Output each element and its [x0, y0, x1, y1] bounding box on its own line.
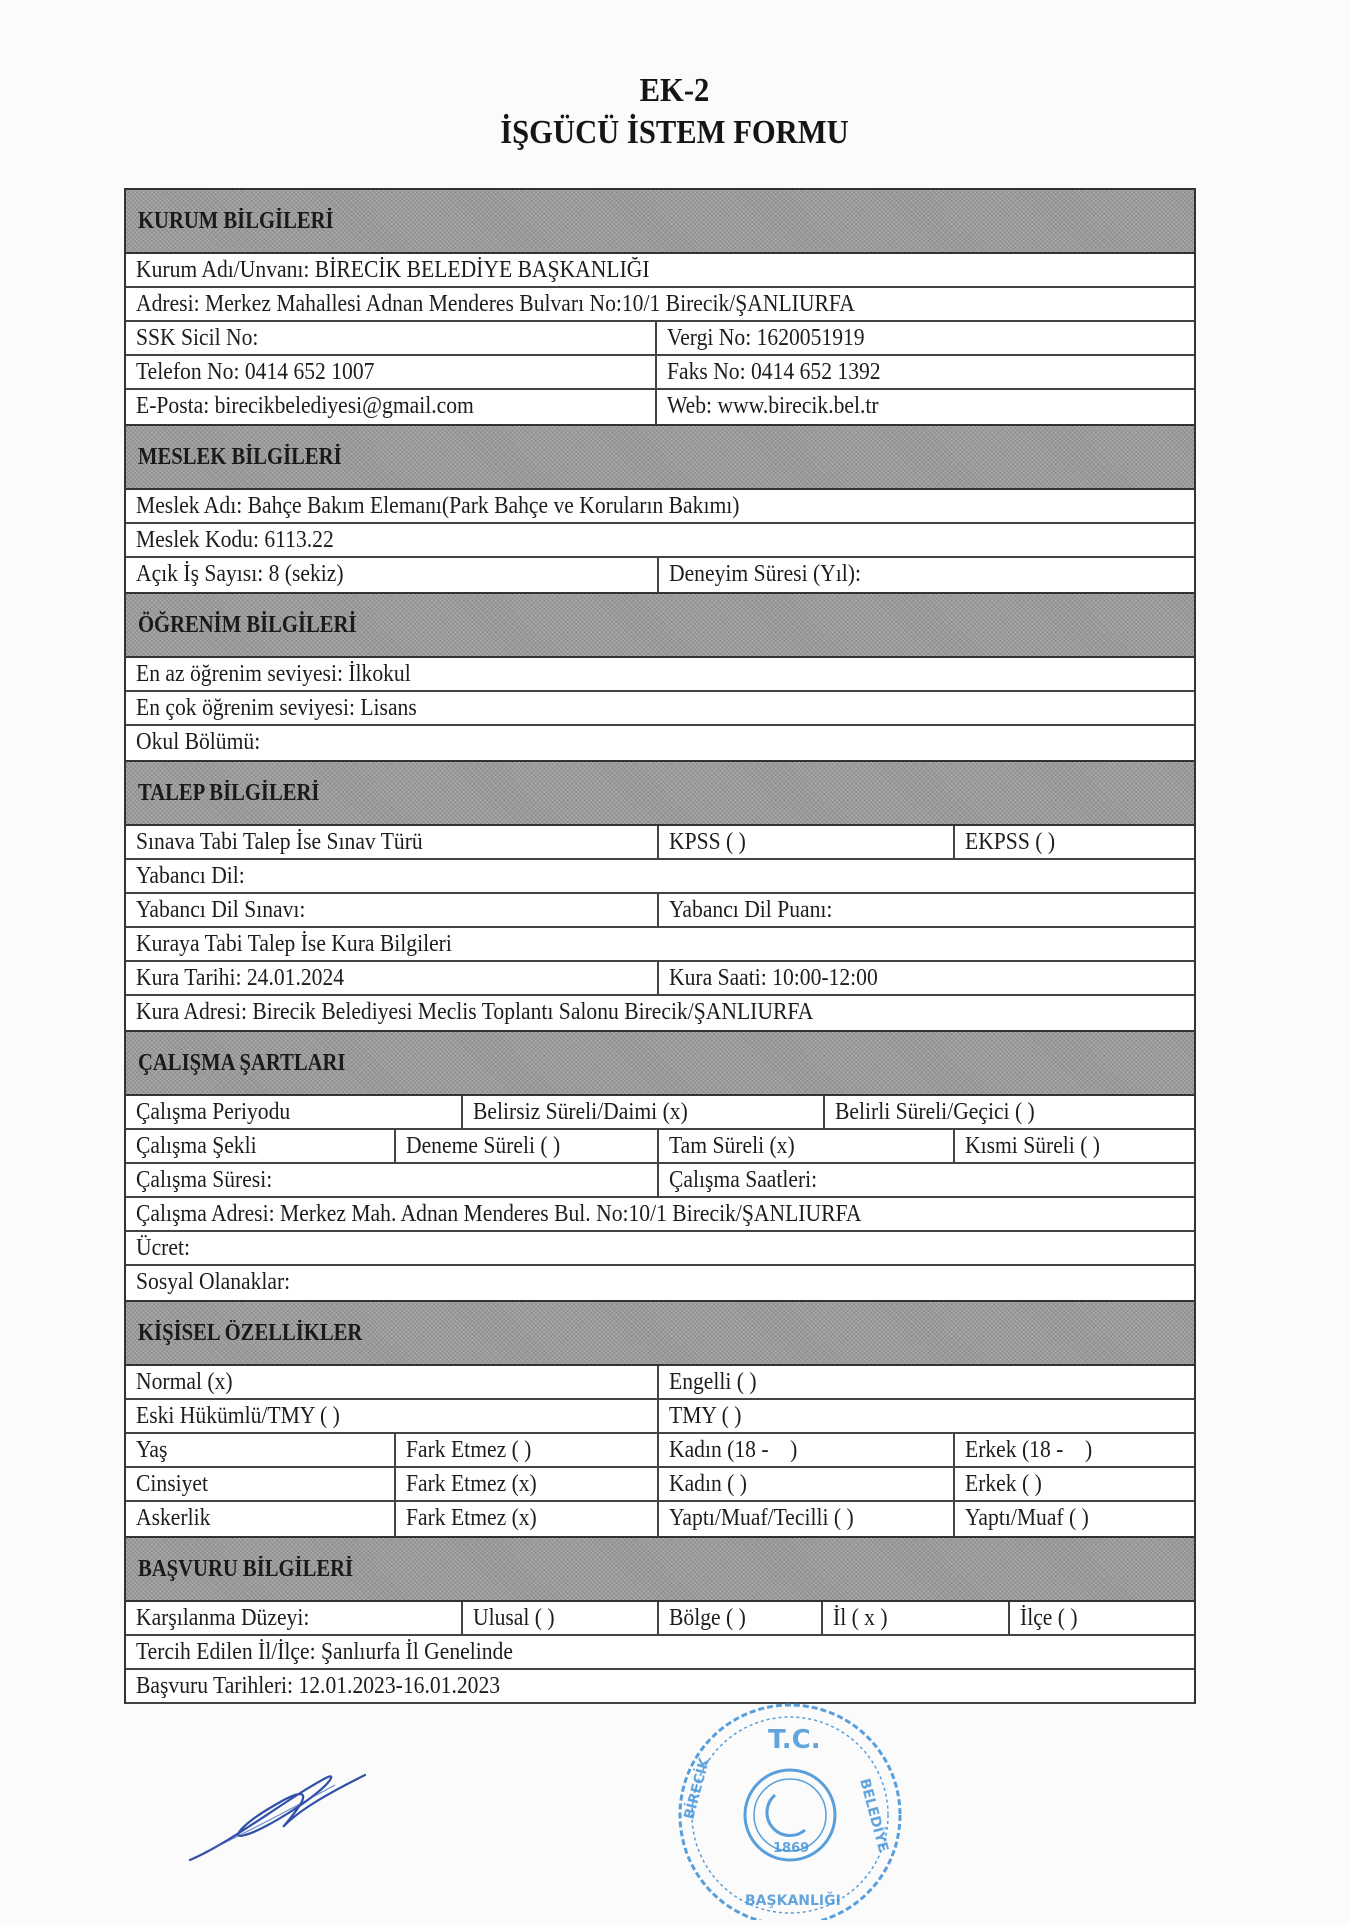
field-tercih-edilen: Tercih Edilen İl/İlçe: Şanlıurfa İl Genelinde [136, 1639, 513, 1665]
form-row [126, 558, 1194, 592]
option-cinsiyet-fark-etmez: Fark Etmez (x) [394, 1468, 657, 1500]
labor-request-form [124, 188, 1196, 1704]
form-row [126, 962, 1194, 996]
field-cinsiyet-label: Cinsiyet [136, 1471, 209, 1497]
form-row [126, 524, 1194, 558]
section-title: BAŞVURU BİLGİLERİ [138, 1555, 354, 1582]
field-ucret: Ücret: [136, 1235, 190, 1261]
section-header-basvuru [126, 1536, 1194, 1602]
field-askerlik-label: Askerlik [136, 1505, 211, 1531]
title-form-name: İŞGÜCÜ İSTEM FORMU [500, 114, 849, 151]
field-acik-is: Açık İş Sayısı: 8 (sekiz) [136, 561, 344, 587]
form-row [126, 390, 1194, 424]
section-header-calisma [126, 1030, 1194, 1096]
field-kura-bilgileri: Kuraya Tabi Talep İse Kura Bilgileri [136, 931, 452, 957]
stamp-tc: T.C. [768, 1725, 821, 1755]
option-kismi-sureli: Kısmi Süreli ( ) [953, 1130, 1194, 1162]
form-row [126, 928, 1194, 962]
form-row [126, 1602, 1194, 1636]
field-kura-tarihi: Kura Tarihi: 24.01.2024 [136, 965, 345, 991]
signature [185, 1760, 385, 1875]
form-row [126, 894, 1194, 928]
form-row [126, 692, 1194, 726]
form-row [126, 356, 1194, 390]
field-ssk: SSK Sicil No: [136, 325, 259, 351]
form-row [126, 1434, 1194, 1468]
option-ulusal: Ulusal ( ) [461, 1602, 657, 1634]
field-en-cok-ogrenim: En çok öğrenim seviyesi: Lisans [136, 695, 417, 721]
form-row [126, 1130, 1194, 1164]
option-tam-sureli: Tam Süreli (x) [657, 1130, 953, 1162]
form-row [126, 1232, 1194, 1266]
form-row [126, 726, 1194, 760]
option-normal: Normal (x) [136, 1369, 233, 1395]
section-title: ÇALIŞMA ŞARTLARI [138, 1049, 346, 1076]
svg-text:BELEDİYE: BELEDİYE [856, 1776, 892, 1854]
field-calisma-adresi: Çalışma Adresi: Merkez Mah. Adnan Menderes Bul. No:10/1 Birecik/ŞANLIURFA [136, 1201, 862, 1227]
field-faks: Faks No: 0414 652 1392 [655, 356, 1194, 388]
title-annex: EK-2 [639, 72, 710, 109]
field-sekil-label: Çalışma Şekli [136, 1133, 257, 1159]
svg-text:BİRECİK: BİRECİK [681, 1756, 714, 1822]
section-title: KİŞİSEL ÖZELLİKLER [138, 1319, 363, 1346]
field-en-az-ogrenim: En az öğrenim seviyesi: İlkokul [136, 661, 411, 687]
field-meslek-kodu: Meslek Kodu: 6113.22 [136, 527, 334, 553]
field-telefon: Telefon No: 0414 652 1007 [136, 359, 375, 385]
field-kurum-adi: Kurum Adı/Unvanı: BİRECİK BELEDİYE BAŞKANLIĞI [136, 257, 650, 283]
form-row [126, 1400, 1194, 1434]
option-belirli-sureli: Belirli Süreli/Geçici ( ) [823, 1096, 1194, 1128]
field-yas-label: Yaş [136, 1437, 168, 1463]
svg-text:BAŞKANLIĞI: BAŞKANLIĞI [745, 1893, 841, 1909]
field-calisma-suresi: Çalışma Süresi: [136, 1167, 273, 1193]
section-title: MESLEK BİLGİLERİ [138, 443, 342, 470]
field-calisma-saatleri: Çalışma Saatleri: [657, 1164, 1194, 1196]
form-row [126, 1096, 1194, 1130]
document-title [0, 70, 1349, 154]
option-ekpss: EKPSS ( ) [953, 826, 1194, 858]
form-row [126, 996, 1194, 1030]
field-eposta: E-Posta: birecikbelediyesi@gmail.com [136, 393, 474, 419]
section-header-kisisel [126, 1300, 1194, 1366]
section-title: KURUM BİLGİLERİ [138, 207, 334, 234]
option-cinsiyet-erkek: Erkek ( ) [953, 1468, 1194, 1500]
field-sinav-turu: Sınava Tabi Talep İse Sınav Türü [136, 829, 423, 855]
form-row [126, 1266, 1194, 1300]
option-eski-hukumlu: Eski Hükümlü/TMY ( ) [136, 1403, 340, 1429]
field-yabanci-dil: Yabancı Dil: [136, 863, 245, 889]
field-basvuru-tarihleri: Başvuru Tarihleri: 12.01.2023-16.01.2023 [136, 1673, 501, 1699]
option-askerlik-muaf: Yaptı/Muaf ( ) [953, 1502, 1194, 1536]
form-row [126, 826, 1194, 860]
field-kura-saati: Kura Saati: 10:00-12:00 [657, 962, 1194, 994]
form-row [126, 254, 1194, 288]
form-row [126, 1636, 1194, 1670]
stamp-year: 1869 [773, 1841, 810, 1856]
section-header-talep [126, 760, 1194, 826]
option-tmy: TMY ( ) [657, 1400, 1194, 1432]
form-row [126, 658, 1194, 692]
field-kura-adresi: Kura Adresi: Birecik Belediyesi Meclis Toplantı Salonu Birecik/ŞANLIURFA [136, 999, 814, 1025]
form-row [126, 490, 1194, 524]
option-bolge: Bölge ( ) [657, 1602, 821, 1634]
option-yas-fark-etmez: Fark Etmez ( ) [394, 1434, 657, 1466]
municipality-seal [665, 1690, 925, 1925]
form-row [126, 1502, 1194, 1536]
option-cinsiyet-kadin: Kadın ( ) [657, 1468, 953, 1500]
field-okul-bolumu: Okul Bölümü: [136, 729, 261, 755]
field-sosyal-olanaklar: Sosyal Olanaklar: [136, 1269, 291, 1295]
option-kpss: KPSS ( ) [657, 826, 953, 858]
option-deneme-sureli: Deneme Süreli ( ) [394, 1130, 657, 1162]
form-row [126, 1164, 1194, 1198]
field-vergi: Vergi No: 1620051919 [655, 322, 1194, 354]
form-row [126, 1670, 1194, 1704]
field-meslek-adi: Meslek Adı: Bahçe Bakım Elemanı(Park Bahçe ve Koruların Bakımı) [136, 493, 740, 519]
option-askerlik-tecilli: Yaptı/Muaf/Tecilli ( ) [657, 1502, 953, 1536]
field-deneyim: Deneyim Süresi (Yıl): [657, 558, 1194, 592]
form-row [126, 1198, 1194, 1232]
section-header-kurum [126, 188, 1194, 254]
form-row [126, 1468, 1194, 1502]
form-row [126, 1366, 1194, 1400]
form-row [126, 288, 1194, 322]
field-web: Web: www.birecik.bel.tr [655, 390, 1194, 424]
field-yabanci-dil-puani: Yabancı Dil Puanı: [657, 894, 1194, 926]
section-title: ÖĞRENİM BİLGİLERİ [138, 611, 357, 638]
option-yas-erkek: Erkek (18 - ) [953, 1434, 1194, 1466]
form-row [126, 322, 1194, 356]
option-ilce: İlçe ( ) [1008, 1602, 1194, 1634]
field-karsilanma-label: Karşılanma Düzeyi: [136, 1605, 310, 1631]
option-engelli: Engelli ( ) [657, 1366, 1194, 1398]
section-header-ogrenim [126, 592, 1194, 658]
field-periyot-label: Çalışma Periyodu [136, 1099, 291, 1125]
option-il: İl ( x ) [821, 1602, 1008, 1634]
section-title: TALEP BİLGİLERİ [138, 779, 320, 806]
option-yas-kadin: Kadın (18 - ) [657, 1434, 953, 1466]
field-yabanci-dil-sinavi: Yabancı Dil Sınavı: [136, 897, 306, 923]
form-row [126, 860, 1194, 894]
field-adres: Adresi: Merkez Mahallesi Adnan Menderes Bulvarı No:10/1 Birecik/ŞANLIURFA [136, 291, 855, 317]
option-belirsiz-sureli: Belirsiz Süreli/Daimi (x) [461, 1096, 823, 1128]
option-askerlik-fark-etmez: Fark Etmez (x) [394, 1502, 657, 1536]
section-header-meslek [126, 424, 1194, 490]
